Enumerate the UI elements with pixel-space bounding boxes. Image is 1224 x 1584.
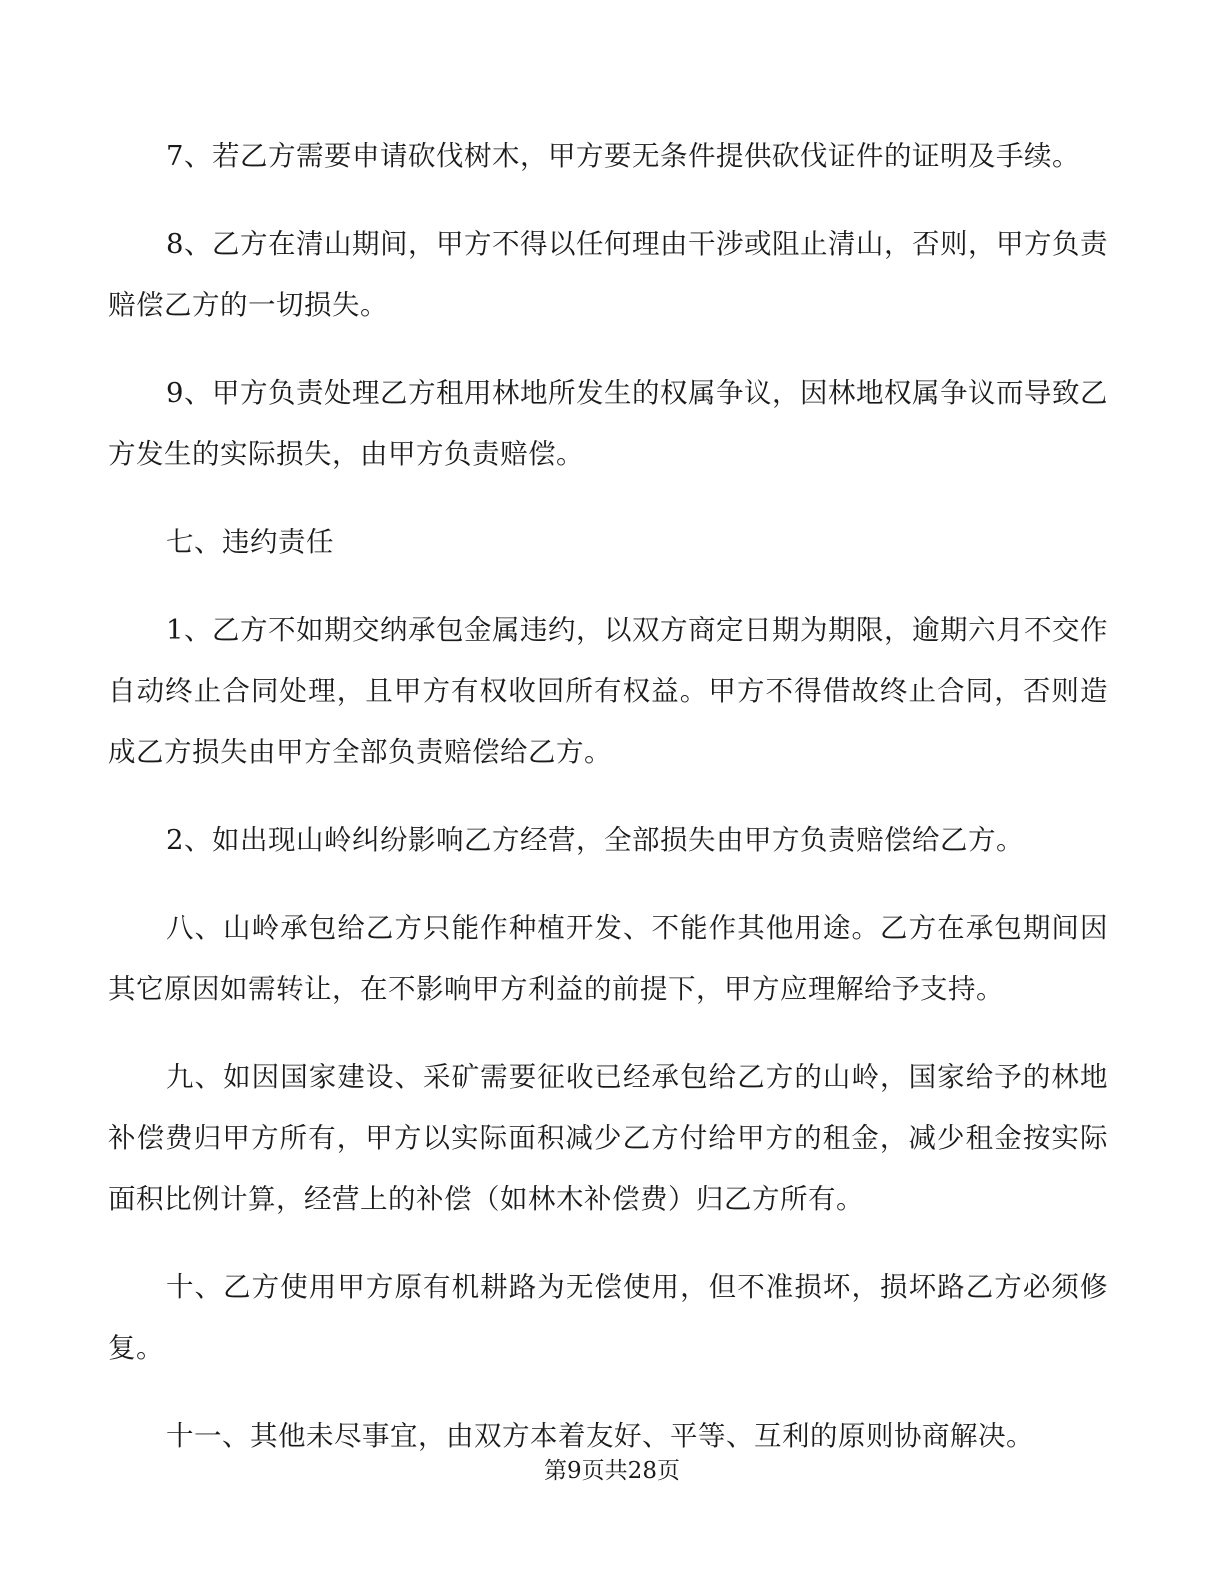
section-9-requisition: 九、如因国家建设、采矿需要征收已经承包给乙方的山岭，国家给予的林地补偿费归甲方所有，甲方以实际面积减少乙方付给甲方的租金，减少租金按实际面积比例计算，经营上的补偿（如林木补偿费）归乙方所有。 bbox=[108, 1061, 1108, 1215]
page-number: 第9页共28页 bbox=[544, 1458, 680, 1484]
clause-8: 8、乙方在清山期间，甲方不得以任何理由干涉或阻止清山，否则，甲方负责赔偿乙方的一切损失。 bbox=[108, 228, 1108, 321]
breach-clause-2: 2、如出现山岭纠纷影响乙方经营，全部损失由甲方负责赔偿给乙方。 bbox=[166, 824, 1024, 856]
document-body bbox=[108, 126, 1108, 1494]
breach-clause-1: 1、乙方不如期交纳承包金属违约，以双方商定日期为期限，逾期六月不交作自动终止合同处理，且甲方有权收回所有权益。甲方不得借故终止合同，否则造成乙方损失由甲方全部负责赔偿给乙方。 bbox=[108, 614, 1108, 768]
section-heading-breach-liability: 七、违约责任 bbox=[166, 526, 334, 558]
section-10-road-use: 十、乙方使用甲方原有机耕路为无偿使用，但不准损坏，损坏路乙方必须修复。 bbox=[108, 1271, 1108, 1364]
section-8-usage: 八、山岭承包给乙方只能作种植开发、不能作其他用途。乙方在承包期间因其它原因如需转让，在不影响甲方利益的前提下，甲方应理解给予支持。 bbox=[108, 912, 1108, 1005]
clause-9: 9、甲方负责处理乙方租用林地所发生的权属争议，因林地权属争议而导致乙方发生的实际损失，由甲方负责赔偿。 bbox=[108, 377, 1108, 470]
section-11-other-matters: 十一、其他未尽事宜，由双方本着友好、平等、互利的原则协商解决。 bbox=[166, 1420, 1034, 1452]
clause-7: 7、若乙方需要申请砍伐树木，甲方要无条件提供砍伐证件的证明及手续。 bbox=[166, 140, 1080, 172]
